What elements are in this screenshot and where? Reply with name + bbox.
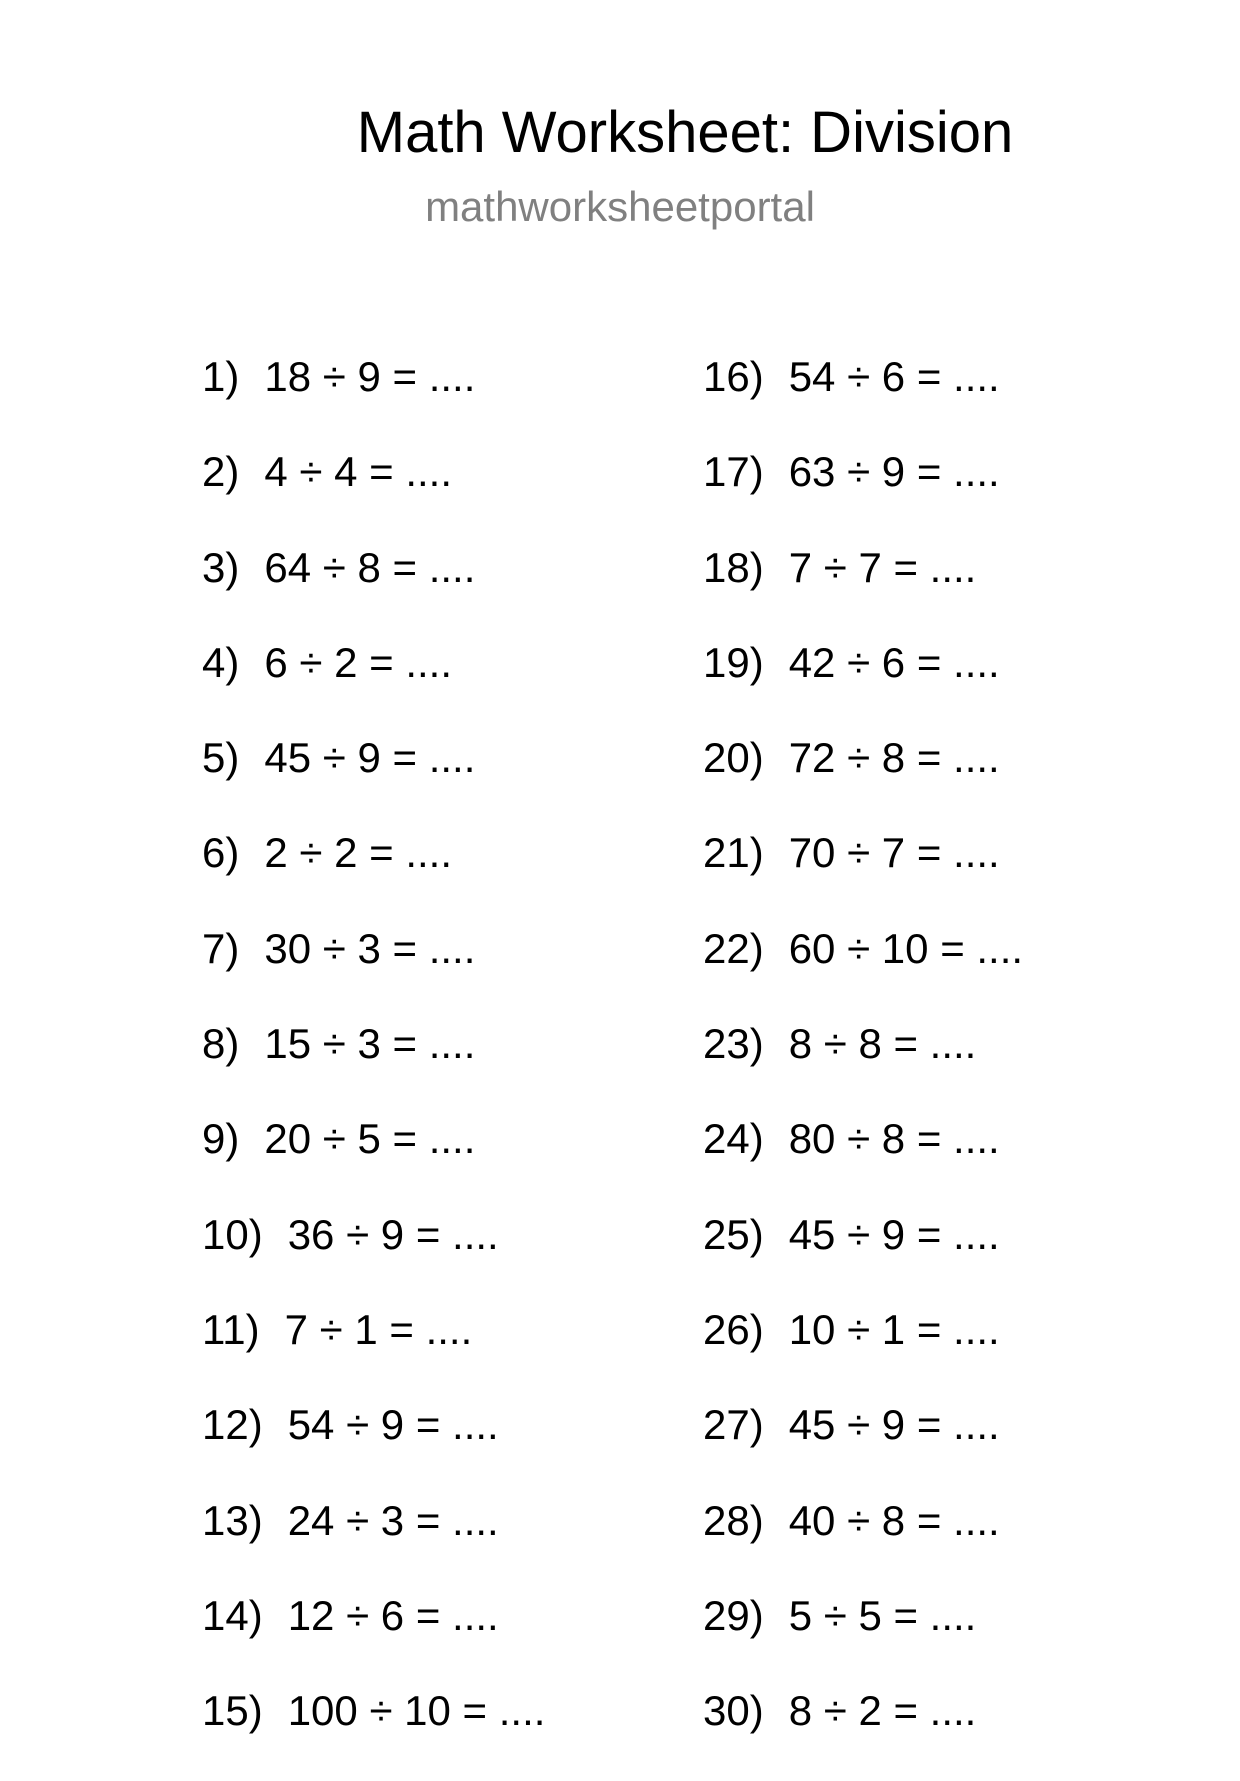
problem-number: 17) bbox=[703, 448, 764, 496]
problem-item bbox=[703, 924, 1023, 1019]
problem-item bbox=[202, 543, 545, 638]
problem-expression: 30 ÷ 3 = .... bbox=[264, 924, 476, 972]
problem-column-left bbox=[202, 352, 545, 1781]
problem-item bbox=[202, 1400, 545, 1495]
problem-expression: 45 ÷ 9 = .... bbox=[788, 1210, 1000, 1258]
problem-expression: 10 ÷ 1 = .... bbox=[788, 1305, 1000, 1353]
problem-item bbox=[202, 733, 545, 828]
page-subtitle: mathworksheetportal bbox=[425, 183, 815, 230]
problem-item bbox=[202, 638, 545, 733]
problem-item bbox=[703, 828, 1023, 923]
problem-item bbox=[202, 1019, 545, 1114]
problem-number: 14) bbox=[202, 1591, 263, 1639]
problem-expression: 18 ÷ 9 = .... bbox=[264, 353, 476, 400]
problem-expression: 54 ÷ 9 = .... bbox=[287, 1401, 499, 1449]
problem-item bbox=[703, 1686, 1023, 1781]
problem-expression: 12 ÷ 6 = .... bbox=[287, 1591, 499, 1639]
problem-item bbox=[202, 447, 545, 542]
problem-column-right bbox=[703, 352, 1023, 1781]
problem-number: 20) bbox=[703, 734, 764, 782]
problem-item bbox=[703, 1210, 1023, 1305]
problem-number: 25) bbox=[703, 1210, 764, 1258]
problem-expression: 6 ÷ 2 = .... bbox=[264, 638, 453, 686]
problem-expression: 5 ÷ 5 = .... bbox=[788, 1591, 977, 1639]
problem-expression: 4 ÷ 4 = .... bbox=[264, 448, 453, 496]
problem-number: 2) bbox=[202, 448, 240, 496]
problem-number: 27) bbox=[703, 1401, 764, 1449]
problem-item bbox=[703, 638, 1023, 733]
problem-expression: 20 ÷ 5 = .... bbox=[264, 1115, 476, 1163]
problem-number: 6) bbox=[202, 829, 240, 877]
problem-item bbox=[703, 1496, 1023, 1591]
problem-item bbox=[703, 1019, 1023, 1114]
problem-expression: 63 ÷ 9 = .... bbox=[788, 448, 1000, 496]
problem-expression: 7 ÷ 7 = .... bbox=[788, 543, 977, 591]
problem-expression: 40 ÷ 8 = .... bbox=[788, 1496, 1000, 1544]
problem-number: 15) bbox=[202, 1687, 263, 1735]
problem-expression: 8 ÷ 2 = .... bbox=[788, 1687, 977, 1735]
page-title: Math Worksheet: Division bbox=[356, 100, 1014, 165]
problem-expression: 60 ÷ 10 = .... bbox=[788, 924, 1024, 972]
problem-expression: 24 ÷ 3 = .... bbox=[287, 1496, 499, 1544]
problem-item bbox=[202, 1496, 545, 1591]
problem-number: 22) bbox=[703, 924, 764, 972]
problem-item bbox=[202, 828, 545, 923]
problem-expression: 15 ÷ 3 = .... bbox=[264, 1020, 476, 1068]
problem-expression: 72 ÷ 8 = .... bbox=[788, 734, 1000, 782]
problem-item bbox=[202, 1686, 545, 1781]
problem-item bbox=[703, 1591, 1023, 1686]
problem-number: 3) bbox=[202, 543, 240, 591]
problem-number: 8) bbox=[202, 1020, 240, 1068]
problem-item bbox=[202, 1114, 545, 1209]
problem-number: 1) bbox=[202, 353, 240, 400]
problem-item bbox=[703, 543, 1023, 638]
problem-expression: 100 ÷ 10 = .... bbox=[287, 1687, 546, 1735]
problem-number: 23) bbox=[703, 1020, 764, 1068]
problem-number: 10) bbox=[202, 1210, 263, 1258]
problem-expression: 2 ÷ 2 = .... bbox=[264, 829, 453, 877]
problem-number: 16) bbox=[703, 353, 764, 400]
problem-number: 11) bbox=[202, 1305, 260, 1353]
problem-item bbox=[703, 1400, 1023, 1495]
problem-expression: 42 ÷ 6 = .... bbox=[788, 638, 1000, 686]
problem-number: 26) bbox=[703, 1305, 764, 1353]
problem-item bbox=[202, 924, 545, 1019]
problem-number: 28) bbox=[703, 1496, 764, 1544]
problem-number: 21) bbox=[703, 829, 764, 877]
problem-item bbox=[703, 1305, 1023, 1400]
problem-number: 13) bbox=[202, 1496, 263, 1544]
problem-number: 24) bbox=[703, 1115, 764, 1163]
problem-expression: 80 ÷ 8 = .... bbox=[788, 1115, 1000, 1163]
problem-number: 30) bbox=[703, 1687, 764, 1735]
problem-number: 19) bbox=[703, 638, 764, 686]
problem-expression: 7 ÷ 1 = .... bbox=[284, 1305, 473, 1353]
problem-number: 29) bbox=[703, 1591, 764, 1639]
problem-item bbox=[202, 352, 545, 447]
problem-item bbox=[202, 1210, 545, 1305]
problem-item bbox=[703, 447, 1023, 542]
problem-item bbox=[703, 1114, 1023, 1209]
problem-expression: 36 ÷ 9 = .... bbox=[287, 1210, 499, 1258]
problem-expression: 64 ÷ 8 = .... bbox=[264, 543, 476, 591]
problem-number: 9) bbox=[202, 1115, 240, 1163]
problem-number: 4) bbox=[202, 638, 240, 686]
problem-number: 18) bbox=[703, 543, 764, 591]
problem-number: 7) bbox=[202, 924, 240, 972]
problem-item bbox=[202, 1305, 545, 1400]
problem-item bbox=[703, 352, 1023, 447]
problem-item bbox=[703, 733, 1023, 828]
problem-expression: 70 ÷ 7 = .... bbox=[788, 829, 1000, 877]
problem-item bbox=[202, 1591, 545, 1686]
problem-expression: 54 ÷ 6 = .... bbox=[788, 353, 1000, 400]
problem-number: 12) bbox=[202, 1401, 263, 1449]
problem-number: 5) bbox=[202, 734, 240, 782]
problem-expression: 45 ÷ 9 = .... bbox=[788, 1401, 1000, 1449]
problem-expression: 45 ÷ 9 = .... bbox=[264, 734, 476, 782]
problem-expression: 8 ÷ 8 = .... bbox=[788, 1020, 977, 1068]
